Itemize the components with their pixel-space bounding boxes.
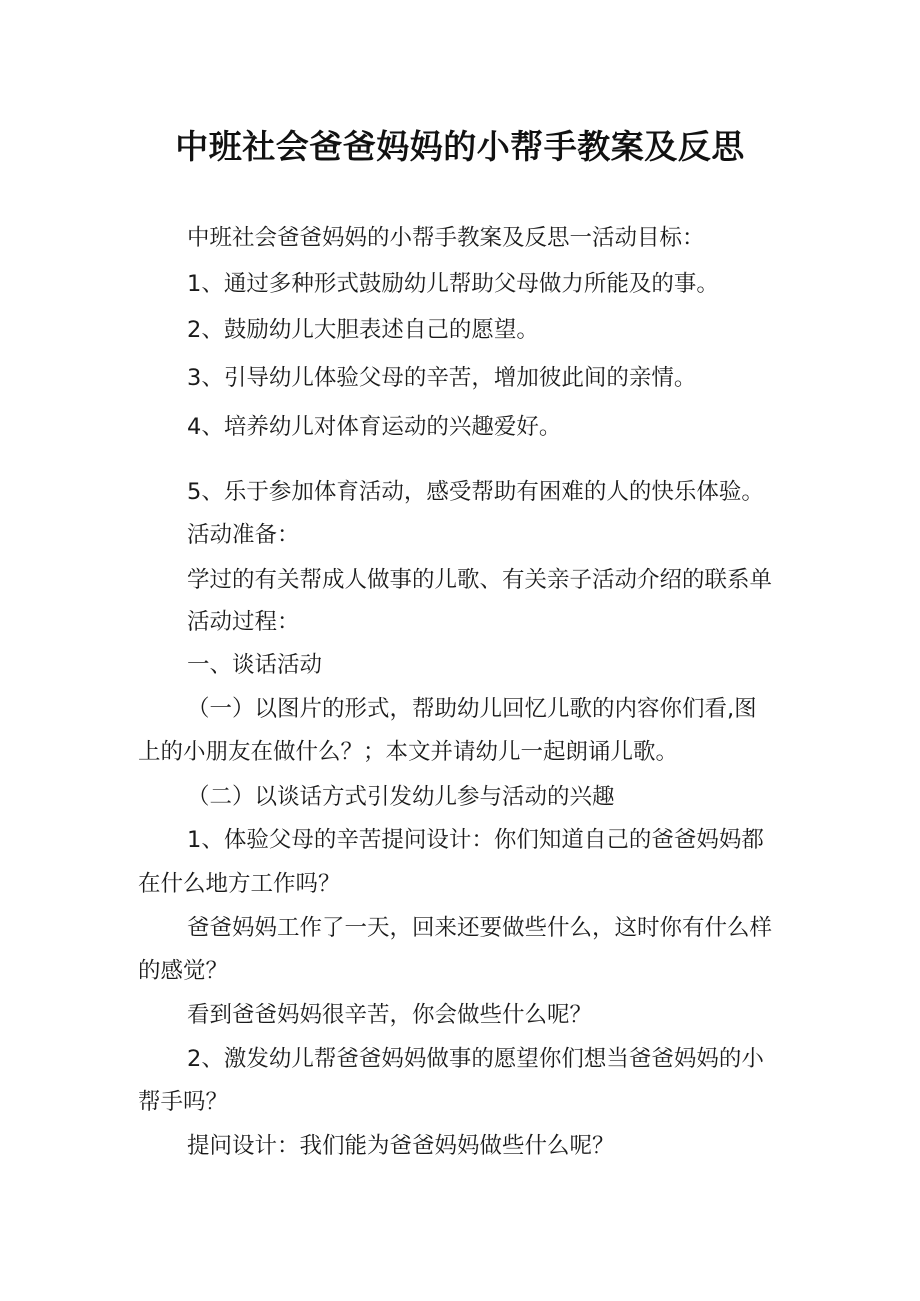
paragraph-question-design: 提问设计：我们能为爸爸妈妈做些什么呢？	[187, 1133, 615, 1159]
paragraph-item-2-line-2: 帮手吗？	[138, 1089, 229, 1115]
paragraph-item-1-line-1: 1、体验父母的辛苦提问设计：你们知道自己的爸爸妈妈都	[187, 827, 764, 853]
paragraph-process-heading: 活动过程：	[187, 609, 300, 635]
paragraph-question-1-line-1: 爸爸妈妈工作了一天，回来还要做些什么，这时你有什么样	[187, 915, 773, 941]
paragraph-item-2-line-1: 2、激发幼儿帮爸爸妈妈做事的愿望你们想当爸爸妈妈的小	[187, 1046, 764, 1072]
paragraph-section-1-1-line-1: （一）以图片的形式，帮助幼儿回忆儿歌的内容你们看,图	[187, 696, 757, 722]
paragraph-objectives-heading: 中班社会爸爸妈妈的小帮手教案及反思一活动目标：	[187, 225, 705, 251]
paragraph-question-2: 看到爸爸妈妈很辛苦，你会做些什么呢？	[187, 1002, 593, 1028]
document-title: 中班社会爸爸妈妈的小帮手教案及反思	[175, 127, 745, 166]
paragraph-preparation-heading: 活动准备：	[187, 522, 300, 548]
paragraph-objective-3: 3、引导幼儿体验父母的辛苦，增加彼此间的亲情。	[187, 365, 697, 391]
paragraph-section-1-1-line-2: 上的小朋友在做什么？；本文并请幼儿一起朗诵儿歌。	[138, 739, 679, 765]
paragraph-section-1-2: （二）以谈话方式引发幼儿参与活动的兴趣	[187, 784, 615, 810]
paragraph-preparation-content: 学过的有关帮成人做事的儿歌、有关亲子活动介绍的联系单	[187, 567, 773, 593]
paragraph-item-1-line-2: 在什么地方工作吗？	[138, 871, 341, 897]
paragraph-question-1-line-2: 的感觉？	[138, 958, 229, 984]
paragraph-objective-2: 2、鼓励幼儿大胆表述自己的愿望。	[187, 317, 539, 343]
paragraph-objective-1: 1、通过多种形式鼓励幼儿帮助父母做力所能及的事。	[187, 271, 719, 297]
paragraph-objective-4: 4、培养幼儿对体育运动的兴趣爱好。	[187, 414, 562, 440]
paragraph-section-1-heading: 一、谈话活动	[187, 652, 323, 678]
paragraph-objective-5: 5、乐于参加体育活动，感受帮助有困难的人的快乐体验。	[187, 479, 764, 505]
